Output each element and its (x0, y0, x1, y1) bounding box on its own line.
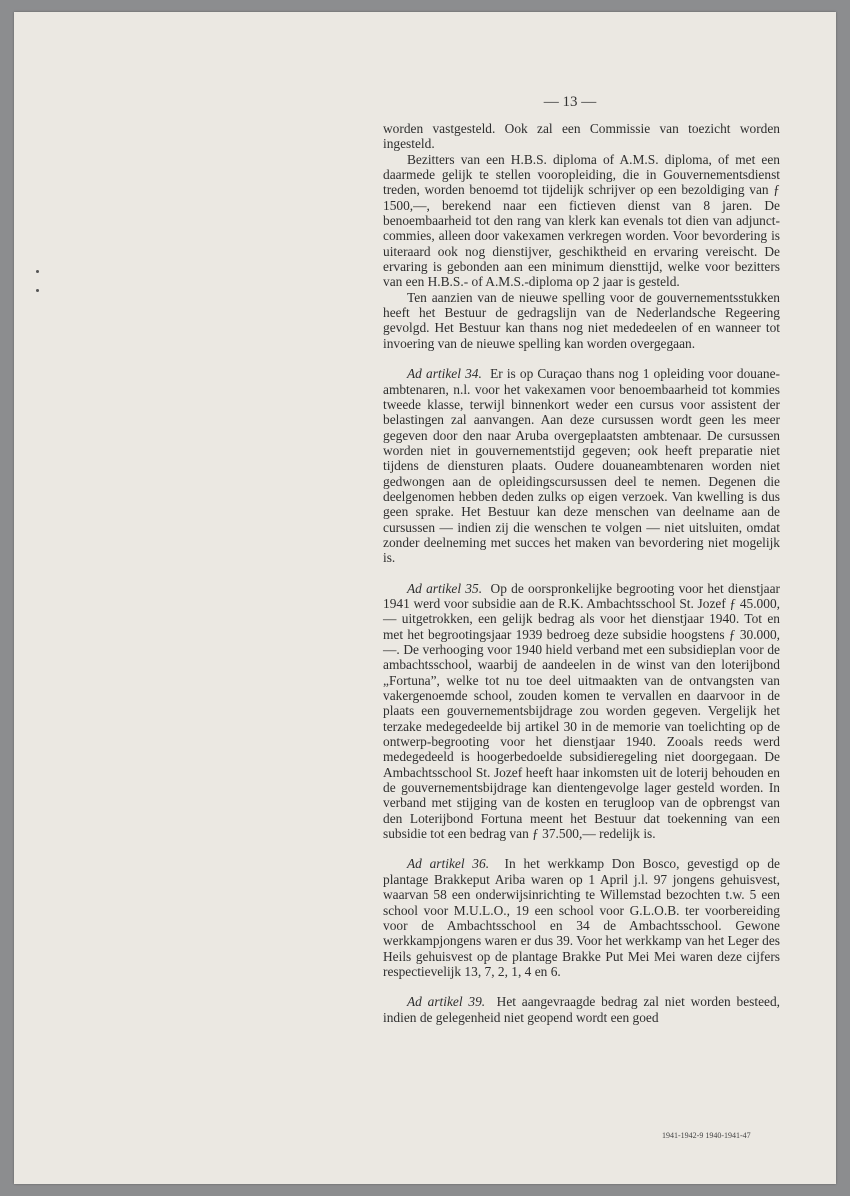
paragraph-diploma: Bezitters van een H.B.S. diploma of A.M.S. diploma, of met een daarmede gelijk te stellen vooropleiding, die in Gouvernementsdienst treden, worden benoemd tot tijdelijk schrijver op een bezoldiging van ƒ 1500,—, berekend naar een fictieven dienst van 8 jaren. De benoembaarheid tot den rang van klerk kan evenals tot dien van adjunct-commies, alleen door vakexamen verkregen worden. Voor bevordering is uiteraard ook nog dienstijver, geschiktheid en ervaring vereischt. De ervaring is gebonden aan een minimum diensttijd, welke voor bezitters van een H.B.S.- of A.M.S.-diploma op 2 jaar is gesteld. (383, 151, 780, 290)
heading-artikel-34: Ad artikel 34. (407, 366, 482, 382)
paragraph-spelling: Ten aanzien van de nieuwe spelling voor de gouvernementsstukken heeft het Bestuur de gedragslijn van de Nederlandsche Regeering gevolgd. Het Bestuur kan thans nog niet mededeelen of en wanneer tot invoering van de nieuwe spelling kan worden overgegaan. (383, 289, 780, 351)
scan-mark (36, 270, 39, 273)
scan-mark (36, 289, 39, 292)
text-artikel-34: Er is op Curaçao thans nog 1 opleiding voor douane-ambtenaren, n.l. voor het vakexamen voor benoembaarheid tot kommies tweede klasse, terwijl binnenkort weder een cursus voor assistent der belastingen zal aanvangen. Aan deze cursussen wordt geen les meer gegeven door den naar Aruba overgeplaatsten ambtenaar. De cursussen worden niet in gouvernementstijd gegeven; ook heeft preparatie niet tijdens de diensturen plaats. Oudere douaneambtenaren worden niet gedwongen aan de opleidingscursussen deel te nemen. Degenen die deelgenomen hebben deden zulks op eigen verzoek. Van kwelling is dus geen sprake. Het Bestuur kan deze menschen van deelname aan de cursussen — indien zij die wenschen te volgen — niet uitsluiten, omdat zonder deelneming met succes het maken van bevordering niet mogelijk is. (383, 366, 780, 566)
body-text (383, 121, 780, 1025)
heading-artikel-36: Ad artikel 36. (407, 856, 490, 872)
heading-artikel-35: Ad artikel 35. (407, 580, 483, 596)
text-artikel-39: Het aangevraagde bedrag zal niet worden besteed, indien de gelegenheid niet geopend wordt een goed (383, 994, 781, 1025)
section-artikel-35 (383, 581, 780, 842)
page-number: — 13 — (543, 94, 597, 110)
paragraph-intro: worden vastgesteld. Ook zal een Commissie van toezicht worden ingesteld. (383, 121, 780, 152)
section-artikel-36 (383, 856, 780, 979)
section-artikel-34 (383, 366, 780, 565)
heading-artikel-39: Ad artikel 39. (407, 994, 486, 1010)
text-artikel-35: Op de oorspronkelijke begrooting voor het dienstjaar 1941 werd voor subsidie aan de R.K. Ambachtsschool St. Jozef ƒ 45.000,— uitgetrokken, een gelijk bedrag als voor het dienstjaar 1940. Tot en met het begrootingsjaar 1939 bedroeg deze subsidie hoogstens ƒ 30.000,—. De verhooging voor 1940 hield verband met een subsidieplan voor de ambachtsschool, waarbij de aandeelen in de winst van den loterijbond „Fortuna”, welke tot nu toe deel uitmaakten van de ontvangsten van vakergenoemde school, zouden komen te vervallen en daarvoor in de plaats een gouvernementsbijdrage zou worden gegeven. Vergelijk het terzake medegedeelde bij artikel 30 in de memorie van toelichting op de ontwerp-begrooting voor het dienstjaar 1940. Zooals reeds werd medegedeeld is hoogerbedoelde subsidieregeling niet doorgegaan. De Ambachtsschool St. Jozef heeft haar inkomsten uit de loterij behouden en de gouvernementsbijdrage kan dientengevolge lager gesteld worden. In verband met stijging van de kosten en terugloop van de opbrengst van den Loterijbond Fortuna meent het Bestuur dat toekenning van een subsidie tot een bedrag van ƒ 37.500,— redelijk is. (383, 580, 781, 842)
text-artikel-36: In het werkkamp Don Bosco, gevestigd op de plantage Brakkeput Ariba waren op 1 April j.l. 97 jongens gehuisvest, waarvan 58 een onderwijsinrichting te Willemstad bezochten t.w. 5 een school voor M.U.L.O., 19 een school voor G.L.O.B. ter voorbereiding voor de Ambachtsschool en 34 de Ambachtsschool. Gewone werkkampjongens waren er dus 39. Voor het werkkamp van het Leger des Heils gehuisvest op de plantage Brakke Put Mei Mei waren deze cijfers respectievelijk 13, 7, 2, 1, 4 en 6. (383, 856, 781, 979)
section-artikel-39 (383, 994, 780, 1025)
footer-code: 1941-1942-9 1940-1941-47 (662, 1131, 751, 1140)
